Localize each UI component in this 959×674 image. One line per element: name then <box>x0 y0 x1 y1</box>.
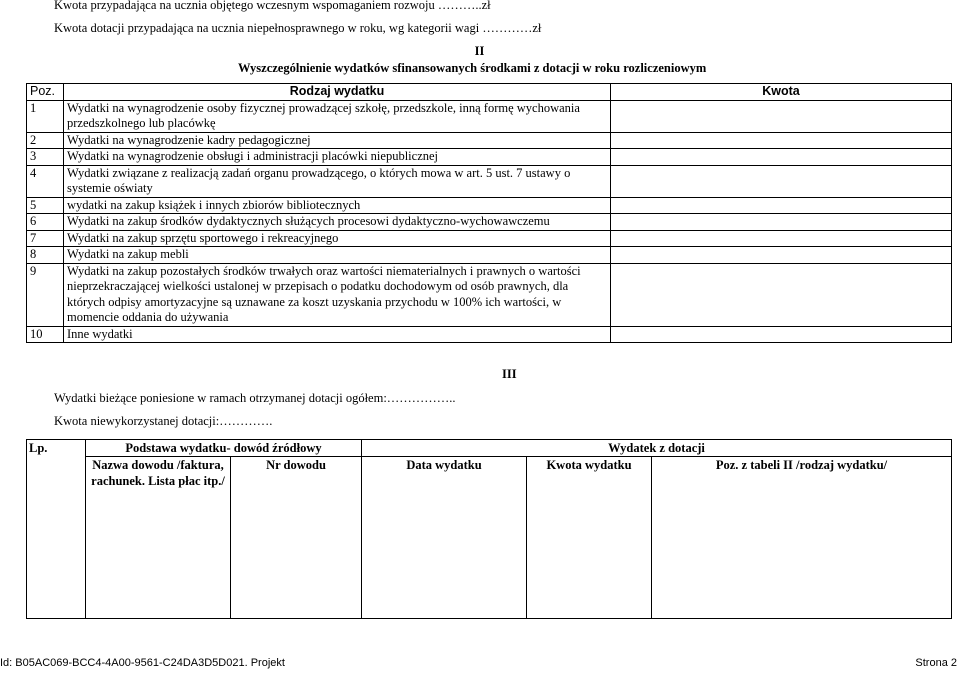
row-text: Wydatki na wynagrodzenie osoby fizycznej prowadzącej szkołę, przedszkole, inną formę wychowania przedszkolnego lub placówkę <box>64 100 611 132</box>
disabled-student-amount-line: Kwota dotacji przypadająca na ucznia niepełnosprawnego w roku, wg kategorii wagi …………zł <box>54 21 542 35</box>
col-amount: Kwota wydatku <box>527 457 652 619</box>
col-pos: Poz. z tabeli II /rodzaj wydatku/ <box>652 457 952 619</box>
row-text: Wydatki na zakup sprzętu sportowego i rekreacyjnego <box>64 230 611 247</box>
footer-page: Strona 2 <box>915 657 957 669</box>
row-num: 9 <box>27 263 64 326</box>
table-row <box>27 247 952 264</box>
col-doc-name: Nazwa dowodu /faktura, rachunek. Lista płac itp./ <box>86 457 231 619</box>
early-support-amount-line: Kwota przypadająca na ucznia objętego wczesnym wspomaganiem rozwoju ………..zł <box>54 0 491 12</box>
table-row <box>27 132 952 149</box>
row-text: wydatki na zakup książek i innych zbiorów bibliotecznych <box>64 197 611 214</box>
row-amount-cell[interactable] <box>611 197 952 214</box>
documents-header-row <box>27 440 952 457</box>
expenses-table-header <box>27 84 952 101</box>
section-2-title: Wyszczególnienie wydatków sfinansowanych środkami z dotacji w roku rozliczeniowym <box>238 61 707 75</box>
table-row <box>27 149 952 166</box>
row-amount-cell[interactable] <box>611 263 952 326</box>
row-text: Wydatki na zakup środków dydaktycznych służących procesowi dydaktyczno-wychowawczemu <box>64 214 611 231</box>
row-amount-cell[interactable] <box>611 230 952 247</box>
row-text: Inne wydatki <box>64 326 611 343</box>
header-lp: Lp. <box>27 440 86 619</box>
row-text: Wydatki związane z realizacją zadań organu prowadzącego, o których mowa w art. 5 ust. 7 ustawy o systemie oświaty <box>64 165 611 197</box>
header-pos: Poz. <box>27 84 64 101</box>
total-expenses-line: Wydatki bieżące poniesione w ramach otrzymanej dotacji ogółem:…………….. <box>54 391 456 405</box>
table-row <box>27 230 952 247</box>
table-row <box>27 165 952 197</box>
row-num: 6 <box>27 214 64 231</box>
table-row <box>27 100 952 132</box>
row-amount-cell[interactable] <box>611 165 952 197</box>
row-num: 2 <box>27 132 64 149</box>
row-text: Wydatki na wynagrodzenie kadry pedagogicznej <box>64 132 611 149</box>
row-num: 3 <box>27 149 64 166</box>
documents-table <box>26 439 952 619</box>
row-text: Wydatki na wynagrodzenie obsługi i administracji placówki niepublicznej <box>64 149 611 166</box>
table-row <box>27 263 952 326</box>
header-type: Rodzaj wydatku <box>64 84 611 101</box>
documents-subheader-row <box>27 457 952 619</box>
unused-grant-line: Kwota niewykorzystanej dotacji:…………. <box>54 414 273 428</box>
expenses-table <box>26 83 952 343</box>
footer-id: Id: B05AC069-BCC4-4A00-9561-C24DA3D5D021. Projekt <box>0 657 285 669</box>
row-amount-cell[interactable] <box>611 326 952 343</box>
row-num: 8 <box>27 247 64 264</box>
col-date: Data wydatku <box>362 457 527 619</box>
row-num: 7 <box>27 230 64 247</box>
row-num: 1 <box>27 100 64 132</box>
table-row <box>27 214 952 231</box>
row-num: 4 <box>27 165 64 197</box>
section-3-numeral: III <box>502 367 517 381</box>
col-doc-no: Nr dowodu <box>231 457 362 619</box>
header-amount: Kwota <box>611 84 952 101</box>
table-row <box>27 197 952 214</box>
row-amount-cell[interactable] <box>611 247 952 264</box>
row-num: 10 <box>27 326 64 343</box>
row-amount-cell[interactable] <box>611 149 952 166</box>
section-2-numeral: II <box>474 44 485 58</box>
row-amount-cell[interactable] <box>611 132 952 149</box>
table-row <box>27 326 952 343</box>
row-amount-cell[interactable] <box>611 100 952 132</box>
header-basis: Podstawa wydatku- dowód źródłowy <box>86 440 362 457</box>
row-text: Wydatki na zakup pozostałych środków trwałych oraz wartości niematerialnych i prawnych o wartości nieprzekraczającej wielkości ustalonej w przepisach o podatku dochodowym od osób prawnych, dla których odpisy amortyzacyjne są uznawane za koszt uzyskania przychodu w 100% ich wartości, w momencie oddania do używania <box>64 263 611 326</box>
row-num: 5 <box>27 197 64 214</box>
row-text: Wydatki na zakup mebli <box>64 247 611 264</box>
header-expense: Wydatek z dotacji <box>362 440 952 457</box>
row-amount-cell[interactable] <box>611 214 952 231</box>
